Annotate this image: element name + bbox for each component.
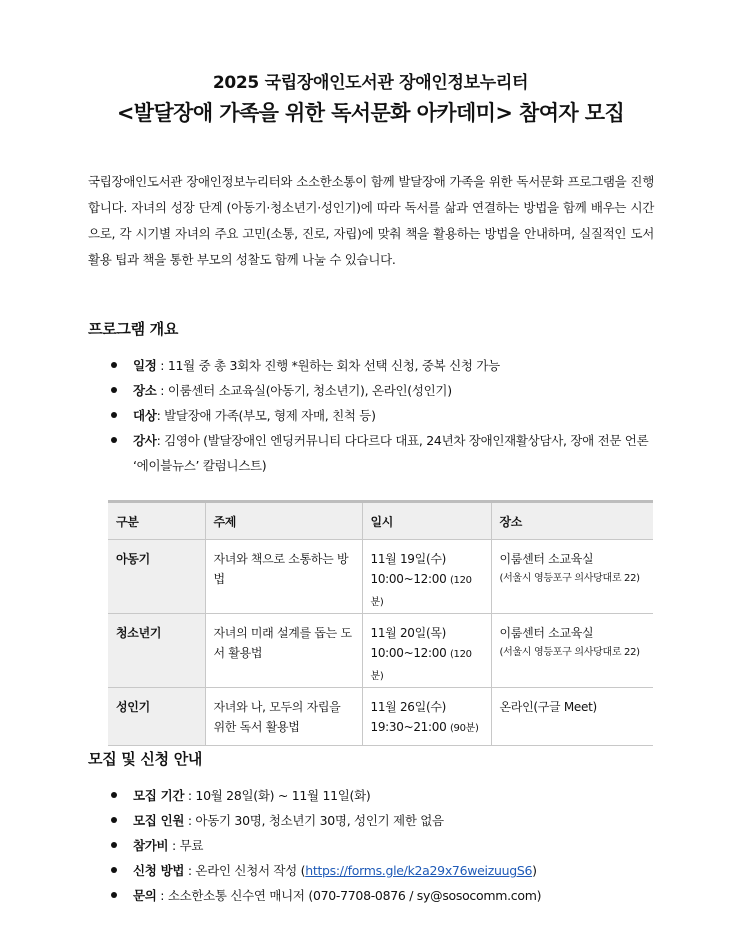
list-item xyxy=(88,808,654,833)
duration-text: (90분) xyxy=(449,723,479,734)
item-label: 강사 xyxy=(133,433,157,448)
bullet-icon xyxy=(111,892,117,898)
address-text: (서울시 영등포구 의사당대로 22) xyxy=(499,647,640,658)
table-row xyxy=(108,540,653,614)
bullet-icon xyxy=(111,842,117,848)
list-item xyxy=(88,378,654,403)
time-text: 19:30~21:00 xyxy=(370,720,447,734)
title-line-1: 2025 국립장애인도서관 장애인정보누리터 xyxy=(212,73,529,93)
list-item xyxy=(88,428,654,478)
place-cell xyxy=(491,540,653,614)
item-label: 대상 xyxy=(133,408,157,423)
topic-cell: 자녀와 나, 모두의 자립을 위한 독서 활용법 xyxy=(205,688,362,746)
item-text: ) xyxy=(532,863,537,878)
place-cell xyxy=(491,688,653,746)
recruit-heading: 모집 및 신청 안내 xyxy=(88,750,203,768)
item-text: : 김영아 (발달장애인 엔딩커뮤니티 다다르다 대표, 24년차 장애인재활상담사, 장애 전문 언론 ‘에이블뉴스’ 칼럼니스트) xyxy=(133,433,649,473)
item-label: 모집 기간 xyxy=(133,788,185,803)
header-cell: 구분 xyxy=(108,502,205,540)
header-cell: 주제 xyxy=(205,502,362,540)
list-item xyxy=(88,858,654,883)
datetime-cell xyxy=(362,614,491,688)
date-text: 11월 20일(목) xyxy=(370,626,446,640)
bullet-icon xyxy=(111,867,117,873)
item-text: : 이룸센터 소교육실(아동기, 청소년기), 온라인(성인기) xyxy=(156,383,452,398)
header-cell: 장소 xyxy=(491,502,653,540)
item-text: : 무료 xyxy=(168,838,204,853)
time-text: 10:00~12:00 xyxy=(370,646,447,660)
bullet-icon xyxy=(111,412,117,418)
list-item xyxy=(88,883,654,908)
group-cell: 청소년기 xyxy=(108,614,205,688)
date-text: 11월 19일(수) xyxy=(370,552,446,566)
bullet-icon xyxy=(111,362,117,368)
topic-cell: 자녀와 책으로 소통하는 방법 xyxy=(205,540,362,614)
duration-text: (120분) xyxy=(370,575,472,608)
item-label: 장소 xyxy=(133,383,157,398)
time-text: 10:00~12:00 xyxy=(370,572,447,586)
list-item xyxy=(88,833,654,858)
datetime-cell xyxy=(362,540,491,614)
bullet-icon xyxy=(111,817,117,823)
item-text: : 소소한소통 신수연 매니저 (070-7708-0876 / sy@sosocomm.com) xyxy=(156,888,542,903)
list-item xyxy=(88,783,654,808)
topic-cell: 자녀의 미래 설계를 돕는 도서 활용법 xyxy=(205,614,362,688)
bullet-icon xyxy=(111,792,117,798)
recruit-list xyxy=(88,783,654,908)
schedule-table xyxy=(108,500,653,746)
place-cell xyxy=(491,614,653,688)
list-item xyxy=(88,403,654,428)
application-form-link[interactable]: https://forms.gle/k2a29x76weizuugS6 xyxy=(305,863,533,878)
table-row xyxy=(108,614,653,688)
item-label: 일정 xyxy=(133,358,157,373)
header-cell: 일시 xyxy=(362,502,491,540)
place-text: 온라인(구글 Meet) xyxy=(499,700,597,714)
overview-heading: 프로그램 개요 xyxy=(88,320,179,338)
item-label: 문의 xyxy=(133,888,157,903)
item-text: : 온라인 신청서 작성 ( xyxy=(184,863,306,878)
item-label: 모집 인원 xyxy=(133,813,185,828)
overview-list xyxy=(88,353,654,478)
date-text: 11월 26일(수) xyxy=(370,700,446,714)
place-text: 이룸센터 소교육실 xyxy=(499,552,594,566)
list-item xyxy=(88,353,654,378)
item-text: : 11월 중 총 3회차 진행 *원하는 회차 선택 신청, 중복 신청 가능 xyxy=(156,358,500,373)
item-text: : 발달장애 가족(부모, 형제 자매, 친척 등) xyxy=(156,408,376,423)
group-cell: 아동기 xyxy=(108,540,205,614)
table-row xyxy=(108,688,653,746)
duration-text: (120분) xyxy=(370,649,472,682)
intro-paragraph: 국립장애인도서관 장애인정보누리터와 소소한소통이 함께 발달장애 가족을 위한 독서문화 프로그램을 진행합니다. 자녀의 성장 단계 (아동기·청소년기·성인기)에 따라 독서를 삶과 연결하는 방법을 함께 배우는 시간으로, 각 시기별 자녀의 주요 고민(소통, 진로, 자립)에 맞춰 책을 활용하는 방법을 안내하며, 실질적인 도서 활용 팁과 책을 통한 부모의 성찰도 함께 나눌 수 있습니다. xyxy=(88,174,654,267)
bullet-icon xyxy=(111,387,117,393)
item-text: : 아동기 30명, 청소년기 30명, 성인기 제한 없음 xyxy=(184,813,444,828)
address-text: (서울시 영등포구 의사당대로 22) xyxy=(499,573,640,584)
title-line-2: <발달장애 가족을 위한 독서문화 아카데미> 참여자 모집 xyxy=(116,101,625,125)
place-text: 이룸센터 소교육실 xyxy=(499,626,594,640)
table-header-row xyxy=(108,502,653,540)
item-label: 신청 방법 xyxy=(133,863,185,878)
item-text: : 10월 28일(화) ~ 11월 11일(화) xyxy=(184,788,371,803)
item-label: 참가비 xyxy=(133,838,169,853)
bullet-icon xyxy=(111,437,117,443)
group-cell: 성인기 xyxy=(108,688,205,746)
datetime-cell xyxy=(362,688,491,746)
